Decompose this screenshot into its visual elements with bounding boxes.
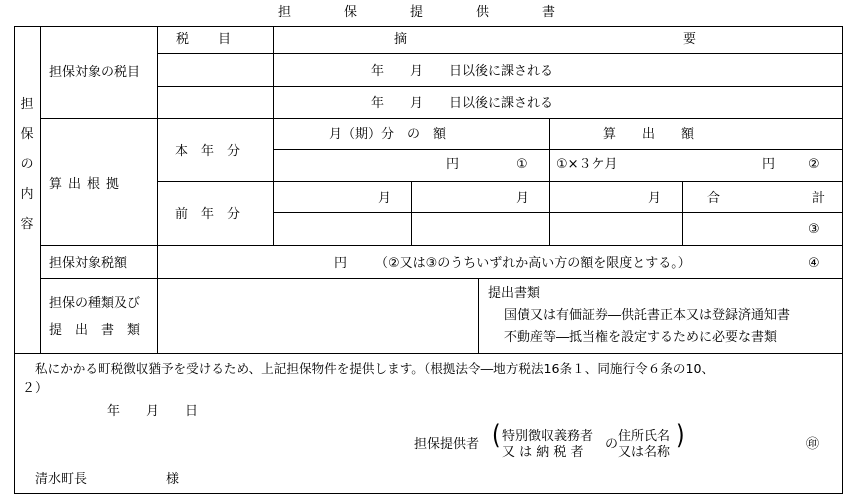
total-label-a: 合 [707, 191, 721, 206]
divider [40, 26, 41, 353]
current-year-label: 本 年 分 [175, 144, 241, 159]
circled-1: ① [516, 157, 528, 172]
kind-label-line1: 担保の種類及び [49, 296, 141, 311]
calc-amount-header: 算 出 額 [603, 127, 695, 142]
monthly-amount-header: 月（期）分 の 額 [329, 127, 447, 142]
provider-label: 担保提供者 [414, 437, 480, 452]
divider [682, 181, 683, 245]
divider [273, 26, 274, 118]
table-border-left [14, 26, 15, 494]
tax-item-line1: 年 月 日以後に課される [371, 64, 554, 79]
yen-label-1: 円 [446, 157, 460, 172]
divider [40, 278, 842, 279]
table-border-right [842, 26, 843, 494]
divider [273, 149, 842, 150]
provider-bottom-b: 又は名称 [618, 445, 671, 460]
target-amount-label: 担保対象税額 [49, 256, 128, 271]
basis-label: 算出根拠 [49, 177, 126, 192]
circled-4: ④ [808, 256, 820, 271]
col-header-zeimoku: 税 目 [176, 32, 240, 47]
left-section-label: 担保の内容 [20, 97, 34, 232]
divider [157, 181, 842, 182]
table-border-top [14, 26, 843, 27]
page-title: 担 保 提 供 書 [278, 5, 576, 20]
divider [40, 118, 842, 119]
col-header-tekiyo-a: 摘 [394, 32, 408, 47]
circled-3: ③ [808, 222, 820, 237]
month-label-c: 月 [648, 191, 662, 206]
target-yen-label: 円 [334, 256, 348, 271]
docs-title: 提出書類 [488, 286, 541, 301]
statement-line1: 私にかかる町税徴収猶予を受けるため、上記担保物件を提供します。（根拠法令―地方税法16条１、同施行令６条の10、 [35, 361, 715, 376]
addressee: 清水町長 [35, 472, 88, 487]
table-border-bottom [14, 493, 843, 494]
divider [549, 118, 550, 181]
provider-top-a: 特別徴収義務者 [502, 429, 594, 444]
paren-open: ( [492, 421, 501, 452]
times-three-label: ①×３ケ月 [556, 157, 618, 172]
divider [273, 212, 842, 213]
provider-bottom-a: 又 は 納 税 者 [502, 445, 584, 460]
provider-connector: の [605, 437, 619, 452]
circled-2: ② [808, 157, 820, 172]
provider-top-b: 住所氏名 [618, 429, 671, 444]
date-line: 年 月 日 [107, 404, 199, 419]
divider [157, 53, 842, 54]
divider [40, 245, 842, 246]
paren-close: ) [676, 421, 685, 452]
col-header-tekiyo-b: 要 [683, 32, 697, 47]
divider [157, 26, 158, 353]
divider [411, 181, 412, 245]
divider [478, 278, 479, 353]
month-label-a: 月 [378, 191, 392, 206]
divider [157, 86, 842, 87]
tax-item-line2: 年 月 日以後に課される [371, 96, 554, 111]
month-label-b: 月 [516, 191, 530, 206]
total-label-b: 計 [812, 191, 826, 206]
target-amount-note: （②又は③のうちいずれか高い方の額を限度とする。） [375, 256, 691, 271]
kind-label-line2: 提 出 書 類 [49, 323, 141, 338]
yen-label-2: 円 [762, 157, 776, 172]
divider [549, 181, 550, 245]
prev-year-label: 前 年 分 [175, 207, 241, 222]
statement-line2: ２） [22, 381, 49, 396]
tax-item-label: 担保対象の税目 [49, 65, 141, 80]
table-border-mid [14, 353, 843, 354]
seal-mark: ㊞ [806, 437, 820, 452]
honorific: 様 [166, 472, 180, 487]
doc-item-1: 国債又は有価証券―供託書正本又は登録済通知書 [504, 308, 791, 323]
doc-item-2: 不動産等―抵当権を設定するために必要な書類 [504, 330, 778, 345]
